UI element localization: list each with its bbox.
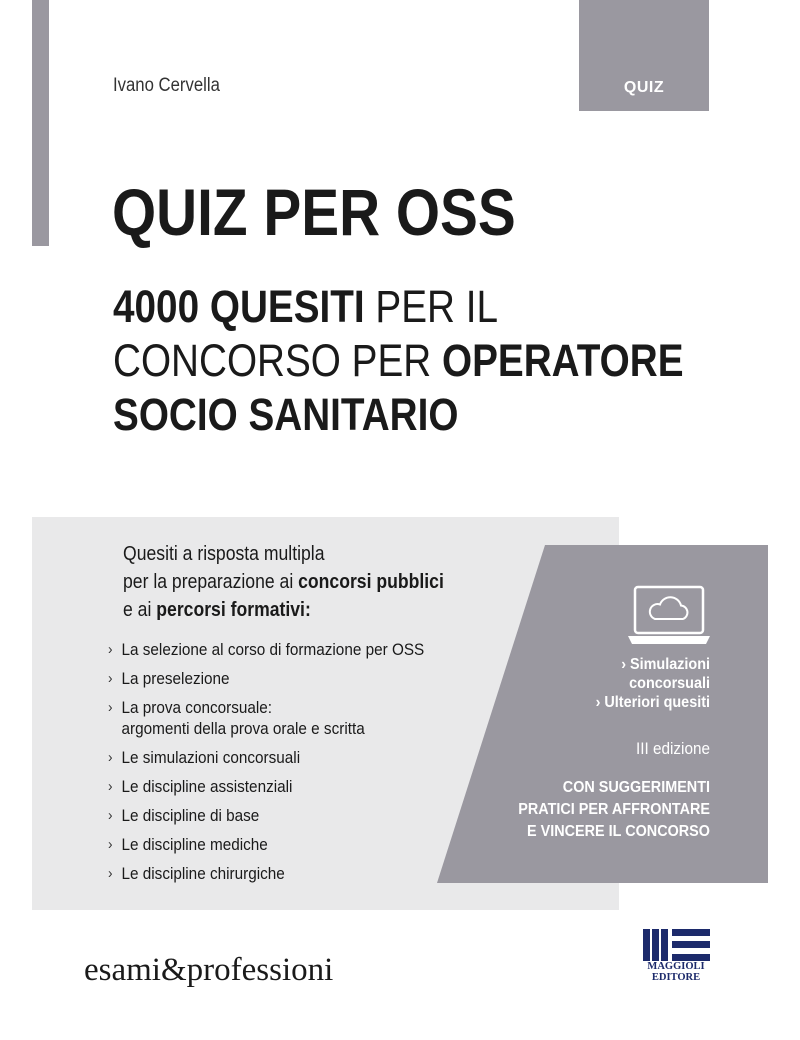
chevron-right-icon: › (108, 641, 113, 658)
chevron-right-icon: › (108, 836, 113, 853)
online-item-simulations-cont: concorsuali (629, 675, 710, 692)
intro-text (123, 540, 444, 624)
list-item: › Le simulazioni concorsuali (108, 748, 301, 767)
online-item-simulations: › Simulazioni (621, 656, 710, 673)
intro-line-3: e ai percorsi formativi: (123, 599, 311, 621)
laptop-cloud-icon (627, 584, 711, 648)
list-item: › Le discipline di base (108, 806, 260, 825)
chevron-right-icon: › (108, 865, 113, 882)
intro-line-1: Quesiti a risposta multipla (123, 543, 325, 565)
chevron-right-icon: › (108, 807, 113, 824)
chevron-right-icon: › (108, 749, 113, 766)
intro-line-2: per la preparazione ai concorsi pubblici (123, 571, 444, 593)
subtitle-line-1: 4000 QUESITI PER IL (113, 281, 499, 332)
list-item: › Le discipline mediche (108, 835, 268, 854)
subtitle-line-3: SOCIO SANITARIO (113, 389, 459, 440)
chevron-right-icon: › (108, 670, 113, 687)
subtitle-line-2: CONCORSO PER OPERATORE (113, 335, 684, 386)
chevron-right-icon: › (108, 699, 113, 716)
left-accent-bar (32, 0, 49, 246)
list-item: › Le discipline assistenziali (108, 777, 293, 796)
tips-text: CON SUGGERIMENTI PRATICI PER AFFRONTARE E VINCERE IL CONCORSO (518, 779, 710, 840)
book-title: QUIZ PER OSS (112, 175, 516, 249)
chevron-right-icon: › (108, 778, 113, 795)
online-extras-list (503, 655, 710, 712)
book-subtitle (113, 280, 715, 442)
list-item: › La prova concorsuale: argomenti della prova orale e scritta (108, 698, 365, 738)
quiz-tab (579, 0, 709, 111)
edition-label: III edizione (635, 739, 710, 758)
list-item: › Le discipline chirurgiche (108, 864, 285, 883)
topics-list (108, 639, 459, 892)
list-item: › La selezione al corso di formazione per OSS (108, 640, 425, 659)
online-item-extra-questions: › Ulteriori quesiti (595, 694, 710, 711)
publisher-name: MAGGIOLI EDITORE (647, 961, 705, 983)
list-item: › La preselezione (108, 669, 230, 688)
quiz-tab-label: QUIZ (623, 79, 665, 96)
author-name: Ivano Cervella (113, 75, 220, 96)
series-logo: esami&professioni (84, 952, 334, 988)
